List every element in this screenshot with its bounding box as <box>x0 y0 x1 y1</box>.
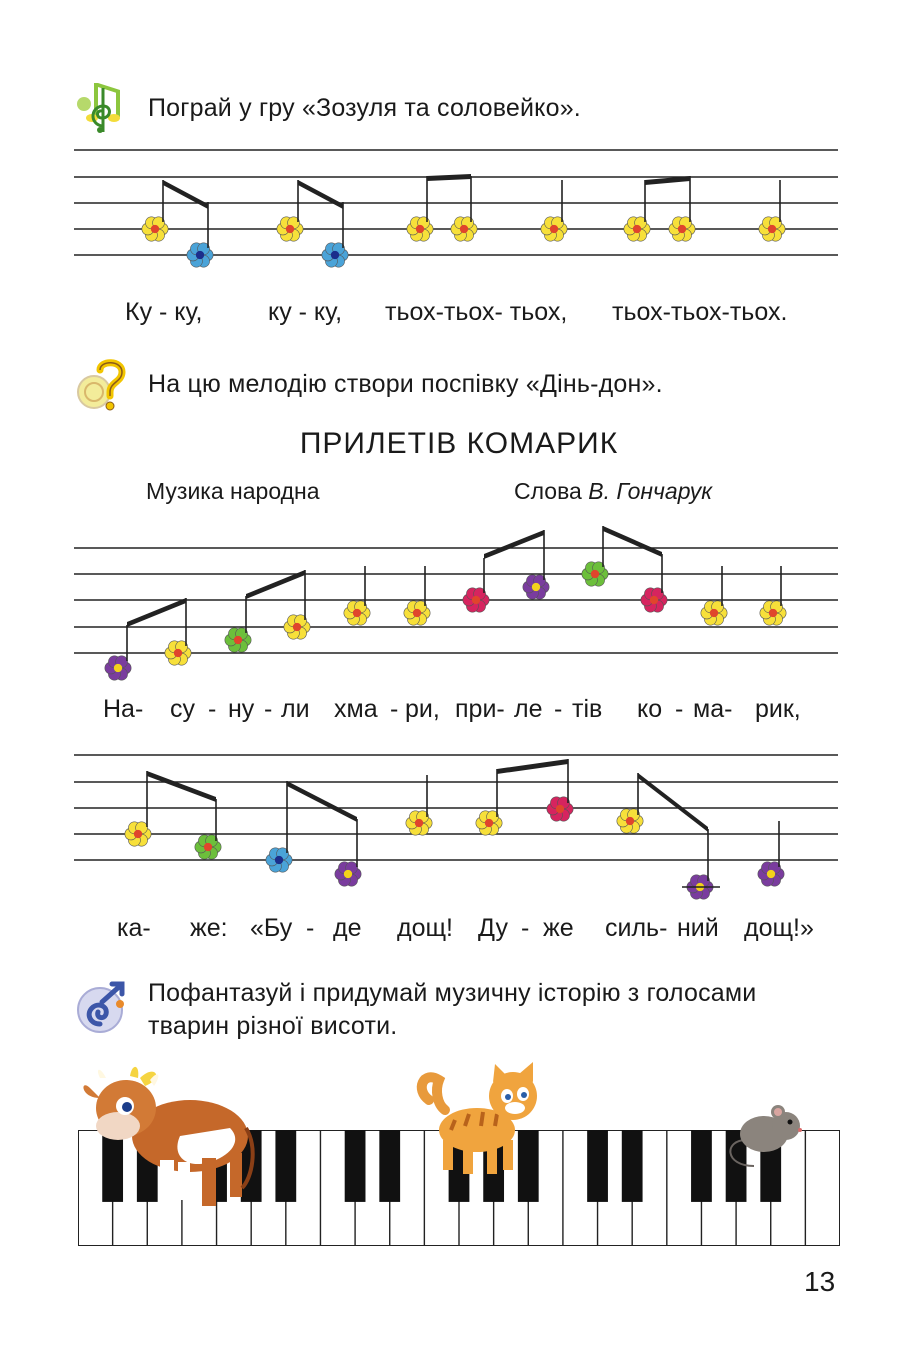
note-flower <box>322 243 348 267</box>
lyric-syllable: ний <box>677 914 719 942</box>
lyric-syllable: - <box>208 695 217 723</box>
lyric-syllable: ку - ку, <box>268 298 343 326</box>
lyric-syllable: - <box>675 695 684 723</box>
note-flower <box>758 862 784 886</box>
note-flower <box>407 217 433 241</box>
note-beam <box>603 526 662 557</box>
note-beam <box>298 180 343 209</box>
black-key <box>379 1130 400 1202</box>
music-credit: Музика народна <box>146 478 320 504</box>
lyric-syllable: рик, <box>755 695 801 723</box>
note-beam <box>127 598 186 627</box>
lyric-syllable: - <box>306 914 315 942</box>
lyric-syllable: Ду <box>478 914 508 942</box>
lyric-syllable: тів <box>572 695 603 723</box>
lyric-syllable: - <box>521 914 530 942</box>
lyric-syllable: ма- <box>693 695 733 723</box>
staff-cuckoo-nightingale <box>0 140 918 280</box>
lyric-syllable: ко <box>637 695 663 723</box>
note-flower <box>277 217 303 241</box>
black-key <box>275 1130 296 1202</box>
lyric-syllable: ка- <box>117 914 151 942</box>
staff-song-line2 <box>0 745 918 915</box>
question-mark-icon <box>72 356 128 412</box>
exercise3-instruction-line1: Пофантазуй і придумай музичну історію з голосами <box>148 979 757 1007</box>
note-flower <box>451 217 477 241</box>
note-flower <box>266 848 292 872</box>
note-flower <box>523 575 549 599</box>
note-flower <box>406 811 432 835</box>
words-credit <box>514 478 712 505</box>
lyric-syllable: - <box>390 695 399 723</box>
lyric-syllable: На- <box>103 695 144 723</box>
note-flower <box>284 615 310 639</box>
note-flower <box>225 628 251 652</box>
note-flower <box>195 835 221 859</box>
note-flower <box>669 217 695 241</box>
words-author: В. Гончарук <box>588 478 713 504</box>
treble-clef-notes-icon <box>72 78 128 134</box>
lyric-syllable: Ку - ку, <box>125 298 203 326</box>
lyric-syllable: ну <box>228 695 255 723</box>
note-flower <box>759 217 785 241</box>
lyric-syllable: тьох-тьох- тьох, <box>385 298 568 326</box>
note-flower <box>165 641 191 665</box>
mouse-illustration <box>724 1100 814 1170</box>
note-flower <box>404 601 430 625</box>
lyric-syllable: дощ!» <box>744 914 814 942</box>
swirl-arrow-icon <box>72 980 128 1036</box>
black-key <box>587 1130 608 1202</box>
lyric-syllable: при- <box>455 695 505 723</box>
staff-song-line1 <box>0 520 918 700</box>
page-number: 13 <box>804 1266 836 1297</box>
note-flower <box>701 601 727 625</box>
note-flower <box>760 601 786 625</box>
note-flower <box>641 588 667 612</box>
lyric-syllable: ли <box>281 695 310 723</box>
lyric-syllable: же <box>543 914 574 942</box>
note-flower <box>617 809 643 833</box>
note-beam <box>484 530 544 559</box>
black-key <box>691 1130 712 1202</box>
note-flower <box>463 588 489 612</box>
lyric-syllable: ри, <box>405 695 440 723</box>
black-key <box>622 1130 643 1202</box>
lyric-syllable: - <box>554 695 563 723</box>
lyric-syllable: «Бу <box>250 914 293 942</box>
exercise2-instruction: На цю мелодію створи поспівку «Дінь-дон». <box>148 370 663 398</box>
note-flower <box>547 797 573 821</box>
lyric-syllable: - <box>264 695 273 723</box>
lyric-syllable: же: <box>190 914 228 942</box>
note-flower <box>344 601 370 625</box>
cat-illustration <box>415 1060 550 1180</box>
cow-illustration <box>70 1058 260 1218</box>
lyric-syllable: де <box>333 914 362 942</box>
words-label: Слова <box>514 478 589 504</box>
note-beam <box>147 771 216 802</box>
note-beam <box>287 781 357 822</box>
note-beam <box>163 180 208 209</box>
exercise3-instruction-line2: тварин різної висоти. <box>148 1012 398 1040</box>
note-flower <box>187 243 213 267</box>
song-title: ПРИЛЕТІВ КОМАРИК <box>299 427 619 460</box>
lyric-syllable: дощ! <box>397 914 454 942</box>
note-beam <box>497 759 568 774</box>
black-key <box>345 1130 366 1202</box>
note-flower <box>624 217 650 241</box>
lyric-syllable: хма <box>334 695 378 723</box>
lyric-syllable: ле <box>514 695 543 723</box>
lyric-syllable: тьох-тьох-тьох. <box>612 298 788 326</box>
note-flower <box>476 811 502 835</box>
note-flower <box>142 217 168 241</box>
note-beam <box>427 174 471 181</box>
lyric-syllable: су <box>170 695 195 723</box>
exercise1-instruction: Пограй у гру «Зозуля та соловейко». <box>148 94 581 122</box>
note-flower <box>582 562 608 586</box>
lyric-syllable: силь- <box>605 914 668 942</box>
note-flower <box>541 217 567 241</box>
